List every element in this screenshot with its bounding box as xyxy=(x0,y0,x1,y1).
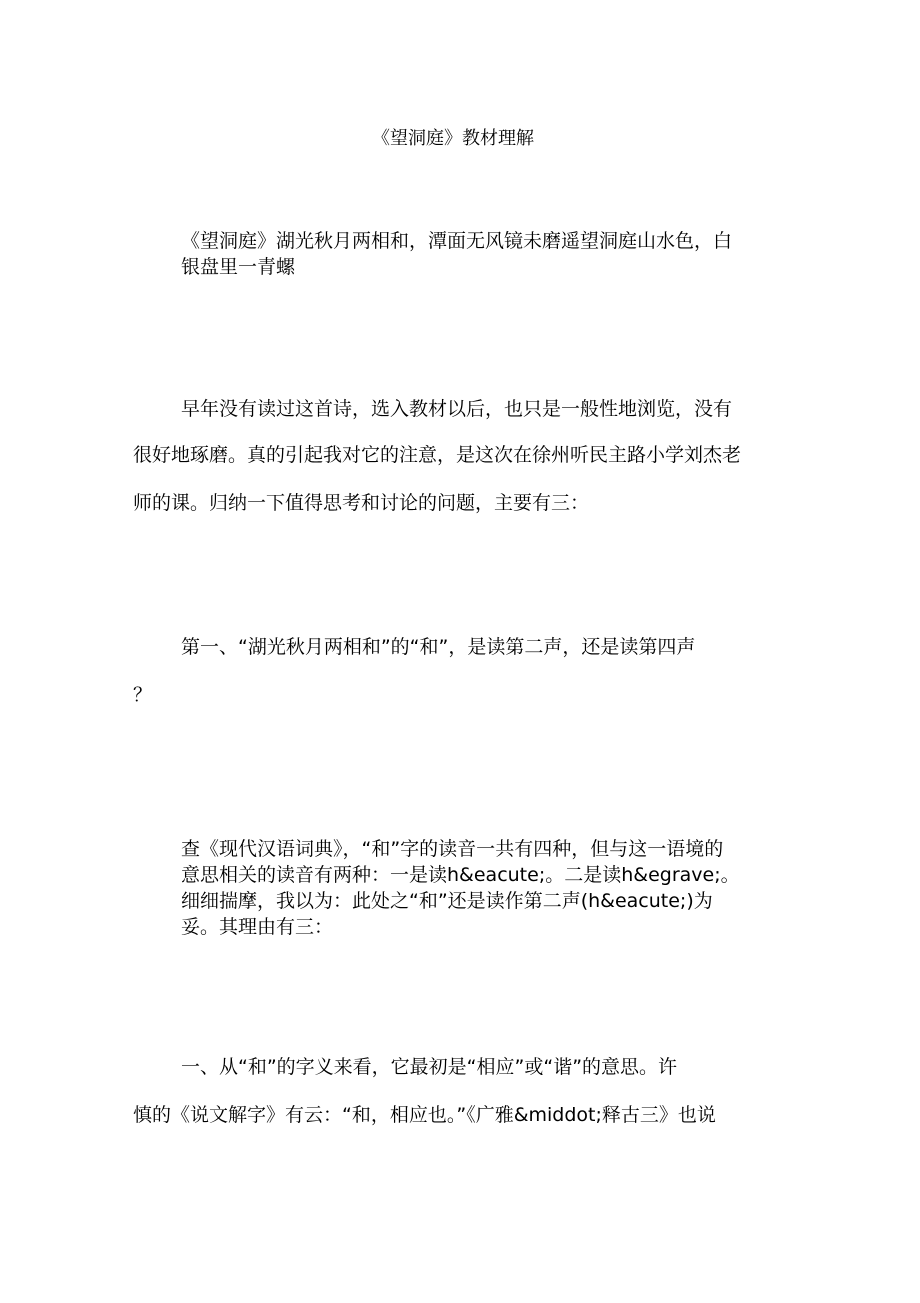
paragraph-1-line-3: 师的课。归纳一下值得思考和讨论的问题，主要有三： xyxy=(133,492,590,514)
paragraph-4-line-2: 慎的《说文解字》有云：“和，相应也。”《广雅&middot;释古三》也说 xyxy=(133,1104,716,1126)
paragraph-3-line-4: 妥。其理由有三： xyxy=(181,916,334,938)
poem-line-2: 银盘里一青螺 xyxy=(181,256,296,278)
paragraph-3-line-3: 细细揣摩，我以为：此处之“和”还是读作第二声(h&eacute;)为 xyxy=(181,890,713,912)
poem-line-1: 《望洞庭》湖光秋月两相和，潭面无风镜未磨遥望洞庭山水色，白 xyxy=(181,230,733,252)
paragraph-3-line-1: 查《现代汉语词典》，“和”字的读音一共有四种，但与这一语境的 xyxy=(181,838,724,860)
paragraph-1-line-2: 很好地琢磨。真的引起我对它的注意，是这次在徐州听民主路小学刘杰老 xyxy=(133,444,742,466)
paragraph-1-line-1: 早年没有读过这首诗，选入教材以后，也只是一般性地浏览，没有 xyxy=(181,398,733,420)
paragraph-4-line-1: 一、从“和”的字义来看，它最初是“相应”或“谐”的意思。许 xyxy=(181,1056,678,1078)
paragraph-2-line-2: ？ xyxy=(133,684,153,706)
document-title: 《望洞庭》教材理解 xyxy=(372,128,534,149)
paragraph-2-line-1: 第一、“湖光秋月两相和”的“和”，是读第二声，还是读第四声 xyxy=(181,636,696,658)
paragraph-3-line-2: 意思相关的读音有两种：一是读h&eacute;。二是读h&egrave;。 xyxy=(181,864,740,886)
